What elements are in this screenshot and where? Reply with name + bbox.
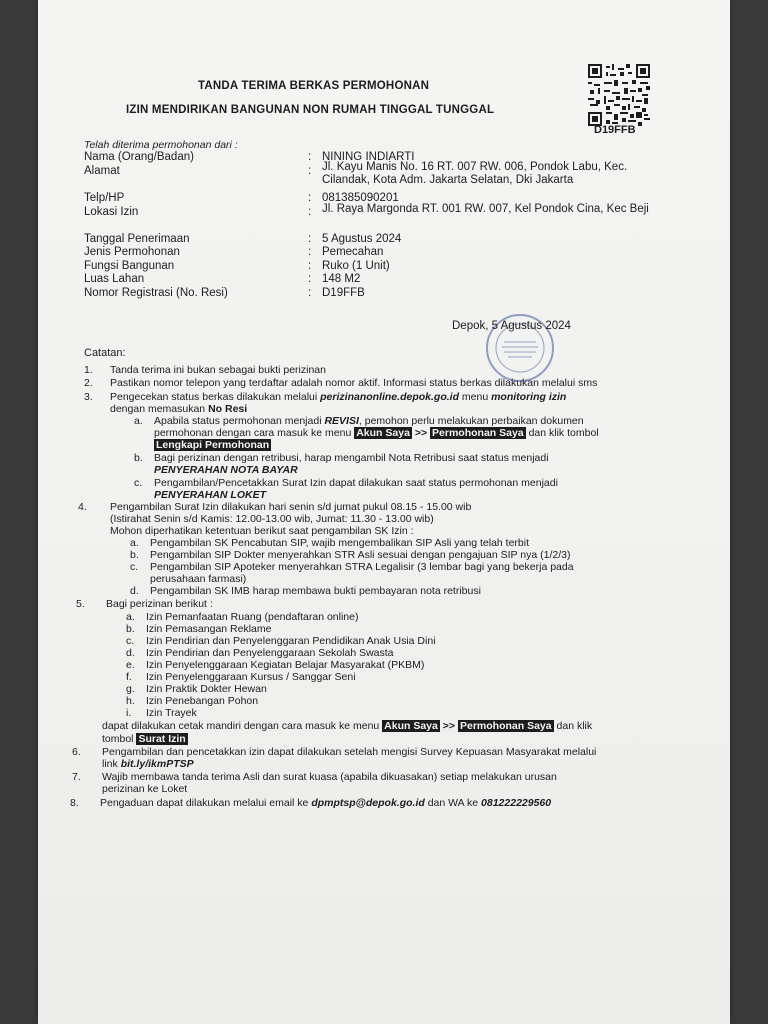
- monitoring-menu: monitoring izin: [491, 391, 567, 403]
- place-date: Depok, 5 Agustus 2024: [452, 320, 571, 332]
- note-4-line2: (Istirahat Senin s/d Kamis: 12.00-13.00 wib, Jumat: 11.30 - 13.00 wib): [110, 513, 434, 525]
- sub-letter: c.: [130, 561, 139, 573]
- sub-letter: a.: [134, 415, 143, 427]
- note-3a-line1: Apabila status permohonan menjadi REVISI, pemohon perlu melakukan perbaikan dokumen: [154, 415, 584, 427]
- complaint-email: dpmptsp@depok.go.id: [311, 797, 425, 809]
- label-tanggal: Tanggal Penerimaan: [84, 233, 190, 245]
- note-3c-line2: PENYERAHAN LOKET: [154, 489, 267, 501]
- note-6-line1: Pengambilan dan pencetakkan izin dapat dilakukan setelah mengisi Survey Kepuasan Masyarakat melalui: [102, 746, 597, 758]
- permohonan-saya-menu: Permohonan Saya: [459, 720, 552, 732]
- note-3-line2: dengan memasukan No Resi: [110, 403, 248, 415]
- label-nama: Nama (Orang/Badan): [84, 151, 194, 163]
- permit-item: Izin Penebangan Pohon: [146, 695, 259, 707]
- qr-code-label: D19FFB: [594, 124, 636, 136]
- value-tanggal: 5 Agustus 2024: [322, 233, 402, 245]
- sub-letter: e.: [126, 659, 135, 671]
- note-4-line3: Mohon diperhatikan ketentuan berikut saat pengambilan SK Izin :: [110, 525, 414, 537]
- note-number: 2.: [84, 377, 93, 389]
- colon: :: [308, 287, 312, 299]
- document-title: TANDA TERIMA BERKAS PERMOHONAN: [198, 80, 430, 92]
- permit-item: Izin Penyelenggaraan Kursus / Sanggar Seni: [146, 671, 356, 683]
- sub-letter: b.: [134, 452, 143, 464]
- note-number: 6.: [72, 746, 81, 758]
- note-4a: Pengambilan SK Pencabutan SIP, wajib mengembalikan SIP Asli yang telah terbit: [150, 537, 530, 549]
- value-telp: 081385090201: [322, 192, 399, 204]
- intro-text: Telah diterima permohonan dari :: [84, 139, 238, 151]
- permit-item: Izin Pendirian dan Penyelenggaraan Sekolah Swasta: [146, 647, 394, 659]
- value-jenis: Pemecahan: [322, 246, 384, 258]
- note-number: 1.: [84, 364, 93, 376]
- sub-letter: d.: [130, 585, 139, 597]
- note-8: Pengaduan dapat dilakukan melalui email ke dpmptsp@depok.go.id dan WA ke 081222229560: [100, 797, 552, 809]
- sub-letter: d.: [126, 647, 135, 659]
- label-alamat: Alamat: [84, 165, 120, 177]
- value-alamat: Jl. Kayu Manis No. 16 RT. 007 RW. 006, Pondok Labu, Kec. Cilandak, Kota Adm. Jakarta Selatan, Dki Jakarta: [322, 161, 628, 186]
- note-4-line1: Pengambilan Surat Izin dilakukan hari senin s/d jumat pukul 08.15 - 15.00 wib: [110, 501, 472, 513]
- note-4c-line2: perusahaan farmasi): [150, 573, 247, 585]
- note-5: Bagi perizinan berikut :: [106, 598, 213, 610]
- colon: :: [308, 192, 312, 204]
- permit-item: Izin Trayek: [146, 707, 197, 719]
- label-telp: Telp/HP: [84, 192, 125, 204]
- note-3b-line1: Bagi perizinan dengan retribusi, harap mengambil Nota Retribusi saat status menjadi: [154, 452, 549, 464]
- value-luas: 148 M2: [322, 273, 361, 285]
- sub-letter: b.: [126, 623, 135, 635]
- colon: :: [308, 151, 312, 163]
- note-1: Tanda terima ini bukan sebagai bukti perizinan: [110, 364, 326, 376]
- note-number: 5.: [76, 598, 85, 610]
- permohonan-saya-menu: Permohonan Saya: [432, 427, 524, 439]
- note-4c-line1: Pengambilan SIP Apoteker menyerahkan STRA Legalisir (3 lembar bagi yang bekerja pada: [150, 561, 574, 573]
- permit-item: Izin Pendirian dan Penyelenggaran Pendidikan Anak Usia Dini: [146, 635, 436, 647]
- value-lokasi: Jl. Raya Margonda RT. 001 RW. 007, Kel Pondok Cina, Kec Beji: [322, 203, 649, 215]
- permit-item: Izin Pemanfaatan Ruang (pendaftaran online): [146, 611, 359, 623]
- note-2: Pastikan nomor telepon yang terdaftar adalah nomor aktif. Informasi status berkas dilakukan melalui sms: [110, 377, 598, 389]
- qr-code-icon: [588, 64, 650, 126]
- permit-item: Izin Praktik Dokter Hewan: [146, 683, 267, 695]
- label-fungsi: Fungsi Bangunan: [84, 260, 175, 272]
- document-subtitle: IZIN MENDIRIKAN BANGUNAN NON RUMAH TINGGAL TUNGGAL: [126, 104, 495, 116]
- complaint-whatsapp: 081222229560: [481, 797, 552, 809]
- document-page: [38, 0, 730, 1024]
- akun-saya-menu: Akun Saya: [356, 427, 410, 439]
- note-3b-line2: PENYERAHAN NOTA BAYAR: [154, 464, 298, 476]
- portal-url: perizinanonline.depok.go.id: [320, 391, 459, 403]
- note-number: 8.: [70, 797, 79, 809]
- value-fungsi: Ruko (1 Unit): [322, 260, 390, 272]
- surat-izin-button: Surat Izin: [138, 733, 186, 745]
- permit-item: Izin Penyelenggaraan Kegiatan Belajar Masyarakat (PKBM): [146, 659, 425, 671]
- lengkapi-permohonan-button: Lengkapi Permohonan: [156, 439, 270, 451]
- label-luas: Luas Lahan: [84, 273, 145, 285]
- colon: :: [308, 233, 312, 245]
- sub-letter: f.: [126, 671, 132, 683]
- sub-letter: c.: [126, 635, 135, 647]
- note-4d: Pengambilan SK IMB harap membawa bukti pembayaran nota retribusi: [150, 585, 481, 597]
- note-3a-line3: [154, 439, 271, 451]
- note-number: 4.: [78, 501, 87, 513]
- akun-saya-menu: Akun Saya: [384, 720, 438, 732]
- colon: :: [308, 206, 312, 218]
- note-5-tail-line2: tombol Surat Izin: [102, 733, 186, 745]
- note-6-line2: link bit.ly/ikmPTSP: [102, 758, 194, 770]
- permit-item: Izin Pemasangan Reklame: [146, 623, 272, 635]
- value-nama: NINING INDIARTI: [322, 151, 415, 163]
- note-3a-line2: permohonan dengan cara masuk ke menu Akun Saya >> Permohonan Saya dan klik tombol: [154, 427, 599, 439]
- sub-letter: c.: [134, 477, 143, 489]
- survey-link: bit.ly/ikmPTSP: [120, 758, 194, 770]
- label-jenis: Jenis Permohonan: [84, 246, 180, 258]
- note-3: Pengecekan status berkas dilakukan melalui perizinanonline.depok.go.id menu monitoring izin: [110, 391, 567, 403]
- note-7-line1: Wajib membawa tanda terima Asli dan surat kuasa (apabila dikuasakan) setiap melakukan urusan: [102, 771, 557, 783]
- label-registrasi: Nomor Registrasi (No. Resi): [84, 287, 228, 299]
- sub-letter: g.: [126, 683, 135, 695]
- note-number: 7.: [72, 771, 81, 783]
- note-7-line2: perizinan ke Loket: [102, 783, 188, 795]
- notes-heading: Catatan:: [84, 347, 126, 359]
- value-registrasi: D19FFB: [322, 287, 365, 299]
- sub-letter: b.: [130, 549, 139, 561]
- sub-letter: h.: [126, 695, 135, 707]
- colon: :: [308, 273, 312, 285]
- colon: :: [308, 246, 312, 258]
- colon: :: [308, 165, 312, 177]
- note-3c-line1: Pengambilan/Pencetakkan Surat Izin dapat dilakukan saat status permohonan menjadi: [154, 477, 558, 489]
- colon: :: [308, 260, 312, 272]
- note-4b: Pengambilan SIP Dokter menyerahkan STR Asli sesuai dengan pengajuan SIP nya (1/2/3): [150, 549, 571, 561]
- sub-letter: a.: [126, 611, 135, 623]
- note-5-tail-line1: dapat dilakukan cetak mandiri dengan cara masuk ke menu Akun Saya >> Permohonan Saya dan klik: [102, 720, 593, 732]
- sub-letter: i.: [126, 707, 132, 719]
- note-number: 3.: [84, 391, 93, 403]
- label-lokasi: Lokasi Izin: [84, 206, 139, 218]
- sub-letter: a.: [130, 537, 139, 549]
